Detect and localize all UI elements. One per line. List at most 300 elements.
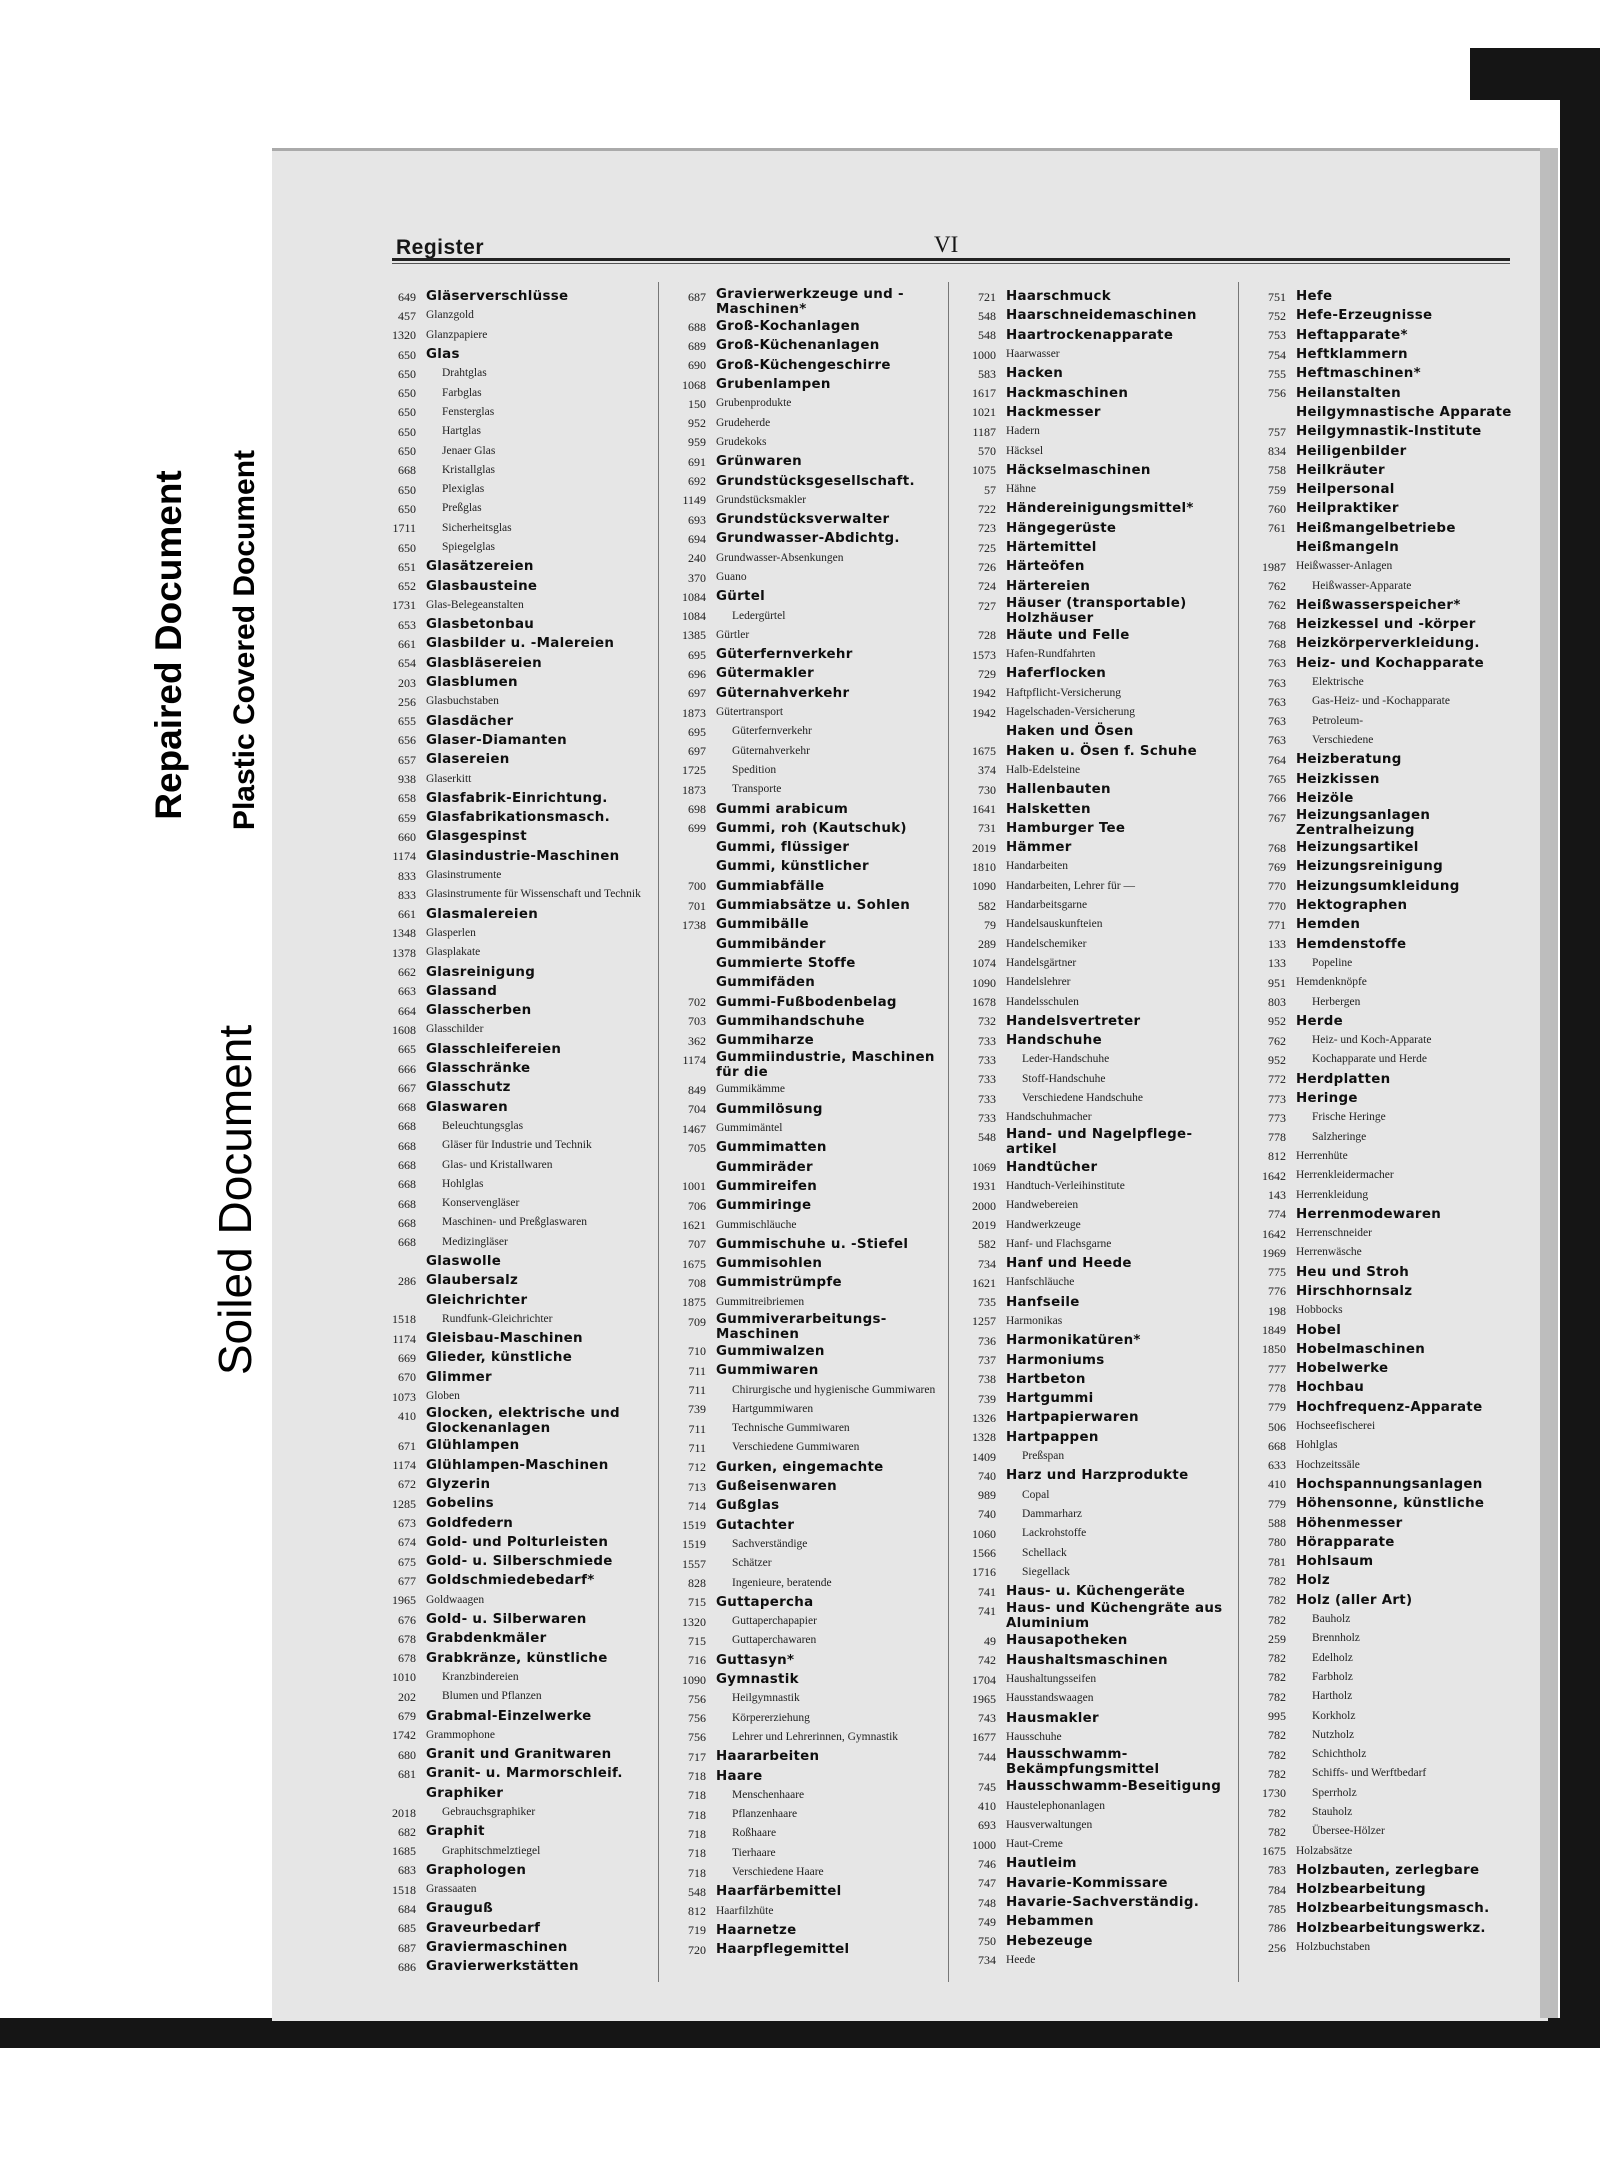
entry-number: 650 [398, 386, 416, 401]
index-entry [954, 1689, 1236, 1708]
index-entry [664, 1138, 946, 1157]
entry-heading: Häuser (transportable) Holzhäuser [1006, 595, 1187, 626]
index-entry [1244, 1166, 1526, 1185]
index-entry [1244, 857, 1526, 876]
entry-number: 764 [1268, 752, 1286, 767]
entry-heading: Haarfärbemittel [716, 1884, 842, 1900]
entry-number: 735 [978, 1295, 996, 1310]
index-entry [1244, 1263, 1526, 1282]
entry-heading: Hartpappen [1006, 1429, 1099, 1445]
entry-subterm: Transporte [732, 783, 782, 796]
entry-number: 782 [1268, 1824, 1286, 1839]
entry-number: 768 [1268, 840, 1286, 855]
index-entry [664, 1728, 946, 1747]
index-entry [374, 1552, 656, 1571]
index-entry [374, 345, 656, 364]
entry-number [374, 1261, 416, 1262]
entry-heading: Graveurbedarf [426, 1920, 541, 1936]
entry-number: 765 [1268, 772, 1286, 787]
index-entry [664, 587, 946, 606]
entry-number: 733 [978, 1072, 996, 1087]
entry-number: 686 [398, 1959, 416, 1974]
entry-number: 989 [978, 1488, 996, 1503]
index-entry [954, 383, 1236, 402]
index-entry [664, 1612, 946, 1631]
index-entry [374, 654, 656, 673]
index-entry [954, 1874, 1236, 1893]
entry-heading: Härtereien [1006, 578, 1091, 594]
entry-heading: Glühlampen [426, 1438, 520, 1454]
index-entry [374, 1648, 656, 1667]
index-entry [374, 383, 656, 402]
entry-subterm: Glasplakate [426, 946, 481, 959]
entry-subterm: Handtuch-Verleihinstitute [1006, 1179, 1125, 1192]
index-entry [664, 568, 946, 587]
entry-subterm: Hanfschläuche [1006, 1276, 1075, 1289]
index-entry [1244, 461, 1526, 480]
entry-heading: Gummiräder [716, 1159, 813, 1175]
entry-number: 374 [978, 763, 996, 778]
entry-subterm: Hohlglas [1296, 1439, 1338, 1452]
entry-number: 769 [1268, 859, 1286, 874]
index-entry [374, 1001, 656, 1020]
entry-number: 745 [978, 1779, 996, 1794]
entry-heading: Heiligenbilder [1296, 443, 1407, 459]
entry-subterm: Handwerkzeuge [1006, 1218, 1081, 1231]
index-entry [954, 441, 1236, 460]
index-entry [1244, 1185, 1526, 1204]
entry-heading: Güterfernverkehr [716, 647, 853, 663]
entry-number: 756 [688, 1730, 706, 1745]
index-entry [1244, 306, 1526, 325]
index-entry [1244, 789, 1526, 808]
entry-heading: Haartrockenapparate [1006, 327, 1174, 343]
entry-heading: Hefe [1296, 289, 1333, 305]
index-entry [1244, 1224, 1526, 1243]
entry-number: 680 [398, 1747, 416, 1762]
entry-number: 718 [688, 1865, 706, 1880]
entry-number: 198 [1268, 1303, 1286, 1318]
index-entry [954, 626, 1236, 645]
index-entry [664, 684, 946, 703]
entry-number [664, 944, 706, 945]
entry-heading: Halsketten [1006, 801, 1091, 817]
entry-number: 1285 [392, 1496, 416, 1511]
column-divider [658, 282, 659, 1982]
index-entry [1244, 1899, 1526, 1918]
entry-heading: Glasindustrie-Maschinen [426, 848, 620, 864]
entry-heading: Hirschhornsalz [1296, 1283, 1413, 1299]
entry-number: 715 [688, 1595, 706, 1610]
index-entry [1244, 808, 1526, 838]
index-entry [664, 626, 946, 645]
entry-number: 548 [978, 328, 996, 343]
entry-heading: Goldschmiedebedarf* [426, 1573, 595, 1589]
index-entry [954, 761, 1236, 780]
entry-number: 694 [688, 531, 706, 546]
index-entry [664, 1380, 946, 1399]
index-entry [664, 838, 946, 857]
entry-heading: Glaubersalz [426, 1273, 519, 1289]
index-entry [954, 1254, 1236, 1273]
index-entry [664, 1573, 946, 1592]
entry-heading: Holz [1296, 1573, 1330, 1589]
entry-heading: Gummi, flüssiger [716, 840, 850, 856]
index-entry [664, 1766, 946, 1785]
entry-subterm: Heilgymnastik [732, 1692, 800, 1705]
index-entry [664, 1863, 946, 1882]
entry-number: 675 [398, 1554, 416, 1569]
index-entry [374, 1175, 656, 1194]
entry-number: 770 [1268, 879, 1286, 894]
index-entry [954, 1582, 1236, 1601]
entry-subterm: Glanzgold [426, 309, 474, 322]
entry-heading: Glyzerin [426, 1476, 491, 1492]
entry-heading: Glieder, künstliche [426, 1350, 573, 1366]
entry-subterm: Glasschilder [426, 1023, 484, 1036]
entry-subterm: Gläser für Industrie und Technik [442, 1139, 592, 1152]
index-entry [1244, 480, 1526, 499]
entry-number: 659 [398, 810, 416, 825]
entry-heading: Gußeisenwaren [716, 1479, 837, 1495]
entry-number: 1378 [392, 945, 416, 960]
entry-number: 718 [688, 1788, 706, 1803]
index-entry [1244, 1591, 1526, 1610]
entry-number: 668 [398, 1158, 416, 1172]
entry-heading: Gummibänder [716, 936, 826, 952]
index-entry [954, 1912, 1236, 1931]
index-entry [1244, 596, 1526, 615]
entry-number: 664 [398, 1003, 416, 1018]
index-entry [664, 1419, 946, 1438]
entry-subterm: Heede [1006, 1953, 1036, 1966]
entry-subterm: Herrenwäsche [1296, 1246, 1362, 1259]
entry-heading: Gummiindustrie, Maschinen für die [716, 1050, 935, 1081]
entry-number: 739 [978, 1391, 996, 1406]
entry-number: 718 [688, 1807, 706, 1822]
index-entry [954, 1127, 1236, 1157]
entry-heading: Gold- u. Silberwaren [426, 1612, 587, 1628]
entry-heading: Heilpraktiker [1296, 501, 1399, 517]
entry-heading: Hautleim [1006, 1856, 1077, 1872]
entry-subterm: Preßspan [1022, 1450, 1065, 1463]
column-divider [948, 282, 949, 1982]
entry-number: 677 [398, 1573, 416, 1588]
entry-heading: Glassand [426, 983, 498, 999]
entry-heading: Heizungsreinigung [1296, 859, 1444, 875]
entry-number: 2018 [392, 1805, 416, 1820]
entry-heading: Glasbausteine [426, 578, 538, 594]
index-entry [664, 857, 946, 876]
index-entry [374, 943, 656, 962]
index-entry [1244, 1571, 1526, 1590]
entry-subterm: Grundwasser-Absenkungen [716, 551, 844, 564]
index-entry [954, 1951, 1236, 1970]
entry-heading: Gummifäden [716, 975, 816, 991]
entry-number: 754 [1268, 347, 1286, 362]
index-entry [1244, 615, 1526, 634]
index-entry [374, 1803, 656, 1822]
entry-number: 657 [398, 752, 416, 767]
entry-number: 780 [1268, 1535, 1286, 1550]
entry-number: 749 [978, 1914, 996, 1929]
entry-number: 742 [978, 1653, 996, 1668]
index-entry [664, 1631, 946, 1650]
entry-subterm: Hagelschaden-Versicherung [1006, 706, 1135, 719]
entry-heading: Grabkränze, künstliche [426, 1650, 608, 1666]
index-entry [374, 1406, 656, 1436]
entry-number: 660 [398, 829, 416, 844]
entry-number: 1257 [972, 1314, 996, 1329]
entry-subterm: Ledergürtel [732, 609, 786, 622]
index-entry [664, 1651, 946, 1670]
entry-heading: Hämmer [1006, 840, 1072, 856]
index-entry [664, 606, 946, 625]
index-entry [954, 1177, 1236, 1196]
entry-heading: Glaswolle [426, 1253, 502, 1269]
entry-subterm: Pflanzenhaare [732, 1808, 798, 1821]
entry-number: 683 [398, 1863, 416, 1878]
index-entry [374, 1271, 656, 1290]
entry-subterm: Hochzeitssäle [1296, 1458, 1360, 1471]
index-entry [1244, 1359, 1526, 1378]
entry-number: 719 [688, 1923, 706, 1938]
index-entry [664, 1215, 946, 1234]
entry-number: 733 [978, 1110, 996, 1125]
index-entry [374, 1745, 656, 1764]
entry-number: 785 [1268, 1901, 1286, 1916]
entry-number: 1725 [682, 763, 706, 778]
entry-number: 687 [398, 1940, 416, 1955]
entry-number: 1519 [682, 1537, 706, 1552]
index-entry [664, 703, 946, 722]
entry-heading: Hebezeuge [1006, 1933, 1093, 1949]
entry-number: 737 [978, 1353, 996, 1368]
entry-subterm: Handelschemiker [1006, 937, 1087, 950]
entry-number: 743 [978, 1711, 996, 1726]
entry-number: 756 [1268, 386, 1286, 401]
entry-number: 662 [398, 965, 416, 980]
entry-heading: Gutachter [716, 1517, 795, 1533]
index-entry [374, 499, 656, 518]
index-entry [954, 1816, 1236, 1835]
entry-heading: Guttapercha [716, 1594, 814, 1610]
entry-number: 763 [1268, 733, 1286, 748]
index-entry [374, 1726, 656, 1745]
entry-number: 1001 [682, 1179, 706, 1194]
index-entry [954, 326, 1236, 345]
entry-heading: Häute und Felle [1006, 627, 1130, 643]
entry-number: 1642 [1262, 1226, 1286, 1241]
index-entry [374, 519, 656, 538]
index-entry [374, 634, 656, 653]
index-entry [954, 664, 1236, 683]
entry-number: 133 [1268, 937, 1286, 952]
entry-subterm: Dammarharz [1022, 1507, 1083, 1520]
index-entry [1244, 1648, 1526, 1667]
entry-subterm: Kranzbindereien [442, 1670, 519, 1683]
entry-subterm: Fensterglas [442, 405, 495, 418]
entry-heading: Gleisbau-Maschinen [426, 1331, 583, 1347]
index-entry [374, 847, 656, 866]
entry-subterm: Guano [716, 571, 747, 583]
entry-number: 1675 [1262, 1844, 1286, 1859]
entry-heading: Gravierwerkstätten [426, 1959, 579, 1975]
entry-number: 786 [1268, 1921, 1286, 1936]
index-entry [954, 1370, 1236, 1389]
entry-subterm: Verschiedene Handschuhe [1022, 1092, 1144, 1105]
index-entry [954, 1893, 1236, 1912]
index-entry [1244, 1764, 1526, 1783]
index-entry [954, 935, 1236, 954]
entry-heading: Handelsvertreter [1006, 1013, 1141, 1029]
entry-heading: Gleichrichter [426, 1292, 528, 1308]
index-entry [664, 1844, 946, 1863]
entry-subterm: Schellack [1022, 1546, 1067, 1559]
index-entry [374, 576, 656, 595]
entry-number: 256 [398, 694, 416, 709]
index-entry [374, 461, 656, 480]
entry-subterm: Bauholz [1312, 1613, 1351, 1626]
entry-number: 782 [1268, 1593, 1286, 1608]
entry-number: 668 [398, 463, 416, 478]
entry-number: 1608 [392, 1022, 416, 1037]
entry-number: 685 [398, 1921, 416, 1936]
entry-number: 697 [688, 744, 706, 759]
entry-number: 1320 [682, 1614, 706, 1629]
entry-subterm: Frische Heringe [1312, 1111, 1386, 1124]
entry-heading: Heringe [1296, 1091, 1358, 1107]
entry-number: 758 [1268, 463, 1286, 478]
entry-subterm: Hartholz [1312, 1690, 1353, 1703]
index-entry [664, 375, 946, 394]
index-entry [954, 954, 1236, 973]
entry-number: 681 [398, 1766, 416, 1781]
entry-number: 715 [688, 1633, 706, 1648]
entry-number: 739 [688, 1402, 706, 1417]
entry-number: 661 [398, 907, 416, 922]
entry-subterm: Haftpflicht-Versicherung [1006, 686, 1121, 699]
index-entry [1244, 1513, 1526, 1532]
index-entry [954, 1108, 1236, 1127]
index-entry [1244, 403, 1526, 422]
entry-number: 771 [1268, 917, 1286, 932]
entry-number: 1573 [972, 647, 996, 662]
index-entry [954, 306, 1236, 325]
entry-subterm: Plexiglas [442, 483, 485, 496]
entry-number: 1174 [392, 1458, 416, 1473]
entry-number: 733 [978, 1052, 996, 1067]
entry-number: 548 [978, 1130, 996, 1145]
entry-number: 671 [398, 1438, 416, 1453]
index-entry [1244, 1494, 1526, 1513]
entry-number: 688 [688, 319, 706, 334]
entry-number: 2019 [972, 1218, 996, 1232]
index-entry [374, 1784, 656, 1803]
entry-number: 803 [1268, 995, 1286, 1010]
index-entry [1244, 576, 1526, 595]
index-entry [954, 1050, 1236, 1069]
index-entry [1244, 731, 1526, 750]
index-entry [1244, 557, 1526, 576]
index-entry [954, 1331, 1236, 1350]
soiled-document-text: Soiled Document [209, 1024, 261, 1376]
entry-number: 656 [398, 733, 416, 748]
entry-number: 783 [1268, 1863, 1286, 1878]
entry-number: 703 [688, 1014, 706, 1029]
index-entry [1244, 1803, 1526, 1822]
index-entry [954, 992, 1236, 1011]
entry-number: 766 [1268, 791, 1286, 806]
index-entry [374, 1591, 656, 1610]
index-entry [954, 1466, 1236, 1485]
index-entry [954, 1670, 1236, 1689]
index-entry [954, 345, 1236, 364]
entry-heading: Handschuhe [1006, 1033, 1102, 1049]
index-entry [374, 326, 656, 345]
entry-subterm: Verschiedene Haare [732, 1866, 824, 1878]
entry-number: 1810 [972, 859, 996, 874]
entry-number: 1849 [1262, 1323, 1286, 1338]
index-entry [374, 1329, 656, 1348]
entry-heading: Glasgespinst [426, 829, 527, 845]
index-entry [374, 1533, 656, 1552]
index-entry [664, 433, 946, 452]
entry-number: 712 [688, 1460, 706, 1475]
entry-number: 650 [398, 366, 416, 381]
entry-number: 633 [1268, 1458, 1286, 1473]
entry-number: 1704 [972, 1672, 996, 1687]
entry-heading: Heizungsanlagen Zentralheizung [1296, 808, 1431, 839]
index-entry [374, 1097, 656, 1116]
entry-heading: Gummiringe [716, 1198, 812, 1214]
entry-heading: Hochfrequenz-Apparate [1296, 1399, 1483, 1415]
index-entry [374, 1938, 656, 1957]
entry-number: 834 [1268, 444, 1286, 459]
index-entry [1244, 1726, 1526, 1745]
entry-heading: Glasbläsereien [426, 655, 542, 671]
entry-number: 1174 [392, 1331, 416, 1346]
index-entry [374, 1117, 656, 1136]
index-entry [664, 1438, 946, 1457]
entry-number: 763 [1268, 694, 1286, 709]
entry-number: 674 [398, 1535, 416, 1550]
index-entry [1244, 1436, 1526, 1455]
entry-number: 689 [688, 338, 706, 353]
entry-heading: Havarie-Sachverständig. [1006, 1895, 1200, 1910]
index-entry [954, 1273, 1236, 1292]
entry-heading: Heilpersonal [1296, 482, 1395, 498]
entry-subterm: Popeline [1312, 956, 1353, 969]
entry-heading: Gütermakler [716, 666, 815, 682]
entry-number: 1010 [392, 1670, 416, 1685]
entry-heading: Heftmaschinen* [1296, 366, 1421, 382]
index-entry [1244, 287, 1526, 306]
index-entry [374, 1861, 656, 1880]
entry-number: 691 [688, 454, 706, 469]
entry-subterm: Hochseefischerei [1296, 1420, 1376, 1433]
index-entry [954, 1728, 1236, 1747]
index-entry [954, 1408, 1236, 1427]
index-entry [954, 1486, 1236, 1505]
index-entry [664, 1535, 946, 1554]
entry-number: 668 [398, 1138, 416, 1153]
entry-number: 679 [398, 1709, 416, 1724]
entry-subterm: Glanzpapiere [426, 328, 488, 341]
entry-number: 410 [978, 1799, 996, 1814]
entry-number: 1677 [972, 1730, 996, 1745]
index-entry [664, 287, 946, 317]
